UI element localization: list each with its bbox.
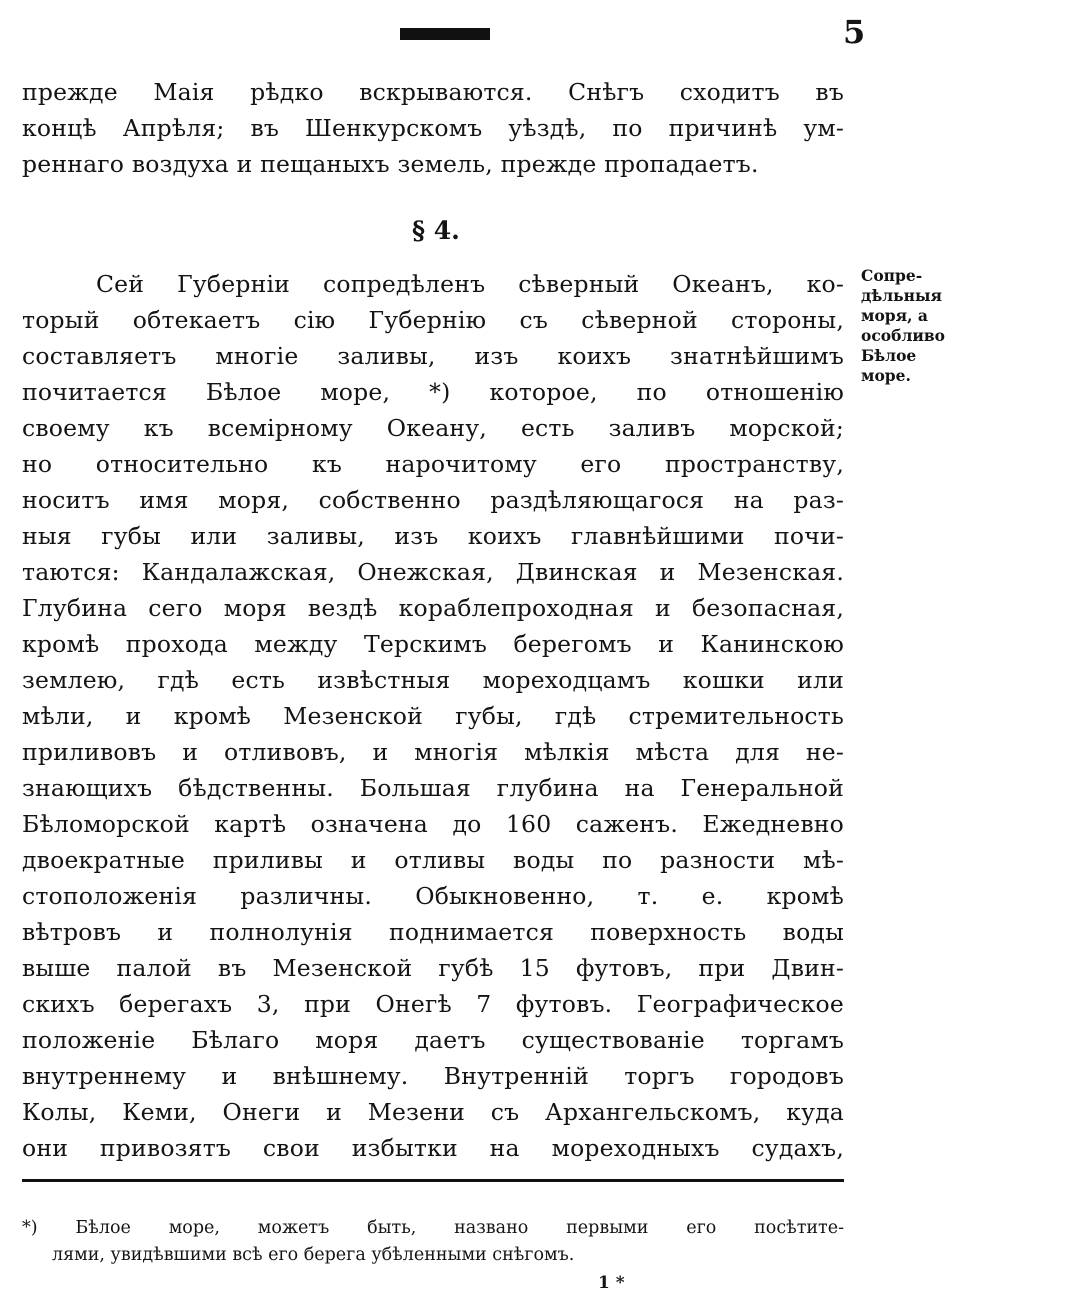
paragraph-line: они привозятъ свои избытки на мореходныхъ судахъ, [22,1134,844,1162]
footnote-rule [22,1179,844,1182]
paragraph-line: почитается Бѣлое море, *) которое, по отношенію [22,378,844,406]
paragraph-line: стоположенія различны. Обыкновенно, т. е. кромѣ [22,882,844,910]
margin-note-line: Сопре- [861,266,923,285]
page-number: 5 [843,13,866,51]
body-line: реннаго воздуха и пещаныхъ земель, прежде пропадаетъ. [22,150,759,178]
margin-note-line: особливо [861,326,945,345]
paragraph-line: Сей Губерніи сопредѣленъ сѣверный Океанъ, ко- [96,270,844,298]
paragraph-line: выше палой въ Мезенской губѣ 15 футовъ, при Двин- [22,954,844,982]
paragraph-line: носитъ имя моря, собственно раздѣляющагося на раз- [22,486,844,514]
margin-note [861,266,971,386]
footnote-line: *) Бѣлое море, можетъ быть, названо первыми его посѣтите- [22,1218,844,1238]
paragraph-line: составляетъ многіе заливы, изъ коихъ знатнѣйшимъ [22,342,844,370]
body-line: концѣ Апрѣля; въ Шенкурскомъ уѣздѣ, по причинѣ ум- [22,114,844,142]
paragraph-line: Глубина сего моря вездѣ кораблепроходная и безопасная, [22,594,844,622]
footnote-line: лями, увидѣвшими всѣ его берега убѣленными снѣгомъ. [52,1245,575,1265]
paragraph-line: торый обтекаетъ сію Губернію съ сѣверной стороны, [22,306,844,334]
paragraph-line: вѣтровъ и полнолунія поднимается поверхность воды [22,918,844,946]
section-heading: § 4. [412,216,460,245]
paragraph-line: приливовъ и отливовъ, и многія мѣлкія мѣста для не- [22,738,844,766]
paragraph-line: мѣли, и кромѣ Мезенской губы, гдѣ стремительность [22,702,844,730]
paragraph-line: положеніе Бѣлаго моря даетъ существованіе торгамъ [22,1026,844,1054]
margin-note-line: дѣльныя [861,286,943,305]
paragraph-line: ныя губы или заливы, изъ коихъ главнѣйшими почи- [22,522,844,550]
paragraph-line: двоекратные приливы и отливы воды по разности мѣ- [22,846,844,874]
margin-note-line: моря, а [861,306,928,325]
paragraph-line: Бѣломорской картѣ означена до 160 саженъ. Ежедневно [22,810,844,838]
paragraph-line: но относительно къ нарочитому его пространству, [22,450,844,478]
margin-note-line: Бѣлое [861,346,917,365]
paragraph-line: таются: Кандалажская, Онежская, Двинская и Мезенская. [22,558,844,586]
paragraph-line: внутреннему и внѣшнему. Внутренній торгъ городовъ [22,1062,844,1090]
paragraph-line: знающихъ бѣдственны. Большая глубина на Генеральной [22,774,844,802]
paragraph-line: землею, гдѣ есть извѣстныя мореходцамъ кошки или [22,666,844,694]
header-rule [400,28,490,40]
margin-note-line: море. [861,366,911,385]
paragraph-line: своему къ всемірному Океану, есть заливъ морской; [22,414,844,442]
paragraph-line: Колы, Кеми, Онеги и Мезени съ Архангельскомъ, куда [22,1098,844,1126]
body-line: прежде Маія рѣдко вскрываются. Снѣгъ сходитъ въ [22,78,844,106]
paragraph-line: кромѣ прохода между Терскимъ берегомъ и Канинскою [22,630,844,658]
paragraph-line: скихъ берегахъ 3, при Онегѣ 7 футовъ. Географическое [22,990,844,1018]
signature-mark: 1 * [598,1273,625,1293]
